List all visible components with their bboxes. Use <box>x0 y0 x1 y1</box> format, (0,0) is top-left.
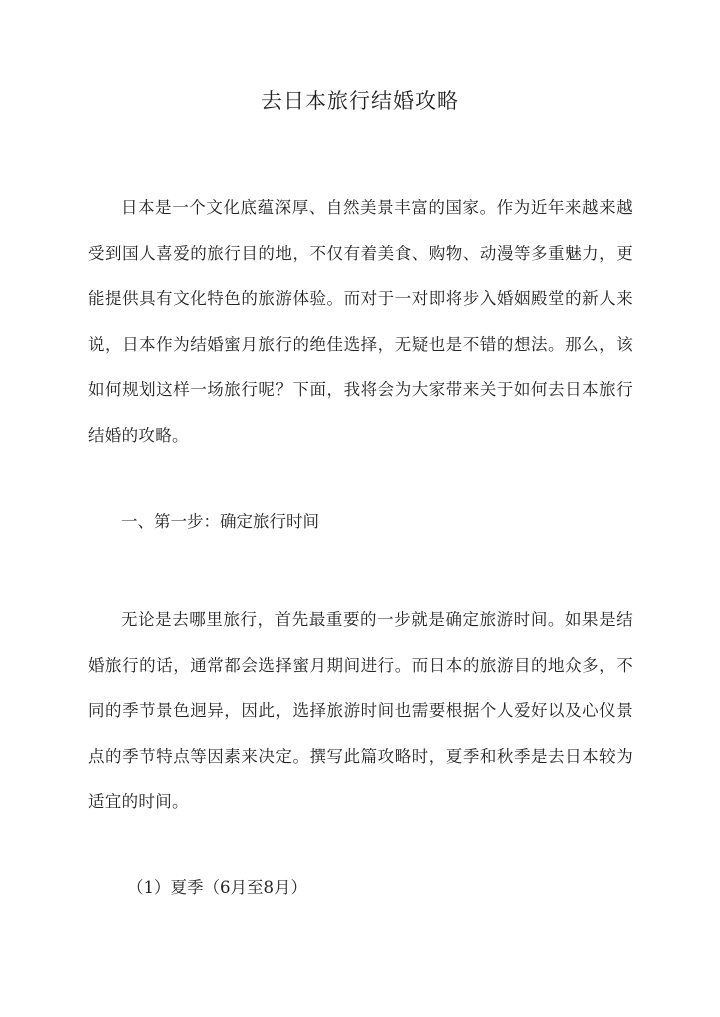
document-title: 去日本旅行结婚攻略 <box>261 89 459 113</box>
section-one-paragraph: 无论是去哪里旅行，首先最重要的一步就是确定旅游时间。如果是结婚旅行的话，通常都会选择蜜月期间进行。而日本的旅游目的地众多，不同的季节景色迥异，因此，选择旅游时间也需要根据个人爱好以及心仪景点的季节特点等因素来决定。撰写此篇攻略时，夏季和秋季是去日本较为适宜的时间。 <box>88 610 633 811</box>
subheading-summer: （1）夏季（6月至8月） <box>127 878 307 897</box>
intro-paragraph: 日本是一个文化底蕴深厚、自然美景丰富的国家。作为近年来越来越受到国人喜爱的旅行目的地，不仅有着美食、购物、动漫等多重魅力，更能提供具有文化特色的旅游体验。而对于一对即将步入婚姻殿堂的新人来说，日本作为结婚蜜月旅行的绝佳选择，无疑也是不错的想法。那么，该如何规划这样一场旅行呢？下面，我将会为大家带来关于如何去日本旅行结婚的攻略。 <box>88 198 633 445</box>
section-heading-step-one: 一、第一步：确定旅行时间 <box>121 512 319 531</box>
